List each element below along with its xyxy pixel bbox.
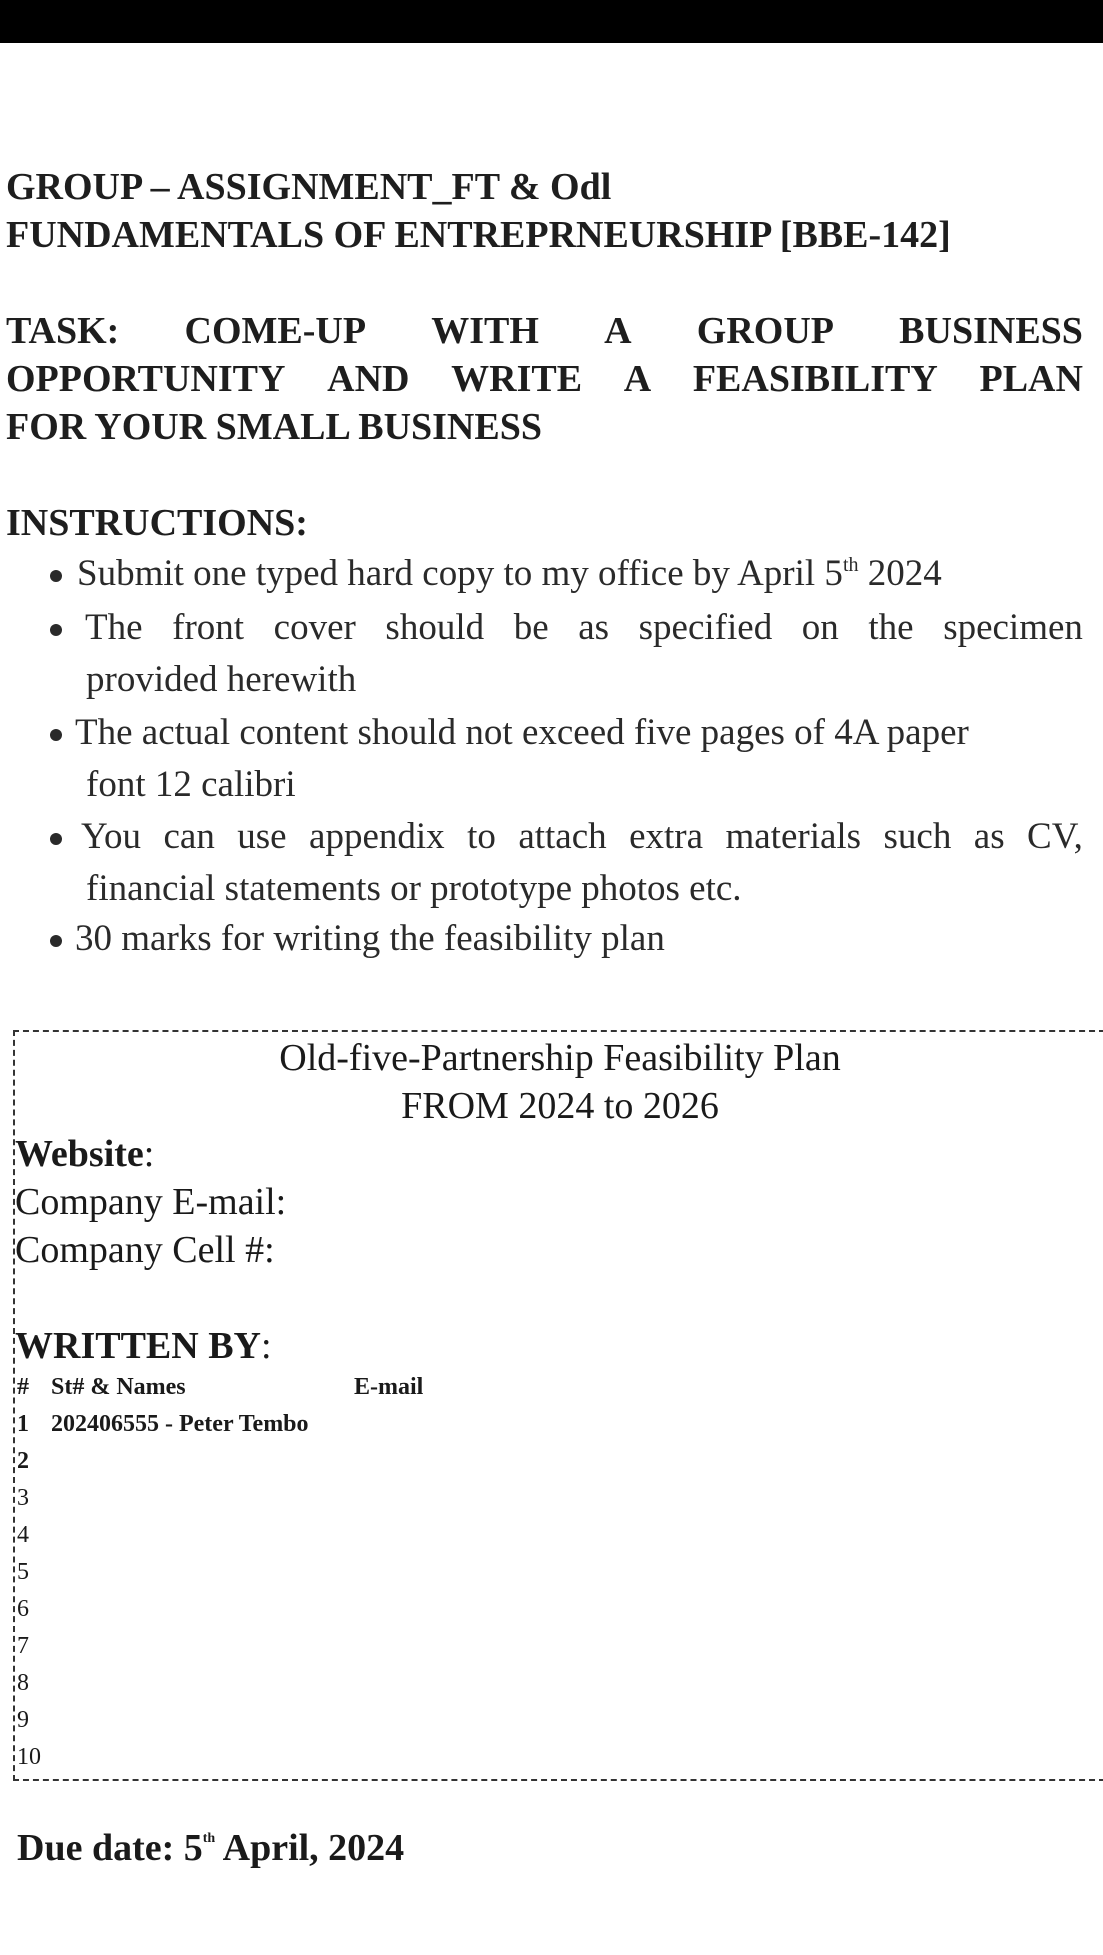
task-word: GROUP: [696, 310, 834, 352]
plan-title: Old-five-Partnership Feasibility Plan: [279, 1037, 841, 1079]
task-word: BUSINESS: [899, 310, 1083, 352]
front-cover-specimen-box: [13, 1030, 1103, 1781]
task-word: COME-UP: [184, 310, 367, 352]
table-row: 5: [17, 1559, 29, 1585]
task-word: A: [623, 358, 652, 400]
instruction-text-cont: provided herewith: [86, 659, 357, 700]
task-word: OPPORTUNITY: [6, 358, 286, 400]
table-row: 3: [17, 1485, 29, 1511]
instructions-heading: INSTRUCTIONS:: [6, 502, 308, 544]
company-email-label: Company E-mail:: [15, 1181, 287, 1223]
due-date: Due date: 5th April, 2024: [17, 1827, 405, 1869]
top-black-bar: [0, 0, 1103, 43]
table-row: 6: [17, 1596, 29, 1622]
task-statement: [6, 307, 1083, 451]
assignment-title: GROUP – ASSIGNMENT_FT & Odl: [6, 166, 612, 208]
task-line-2: [6, 355, 1083, 403]
instruction-text: The actual content should not exceed five pages of 4A paper: [75, 712, 969, 753]
task-word: TASK:: [6, 310, 120, 352]
plan-period: FROM 2024 to 2026: [401, 1085, 719, 1127]
table-row: 4: [17, 1522, 29, 1548]
table-row: 9: [17, 1707, 29, 1733]
table-row: 7: [17, 1633, 29, 1659]
instruction-item-1: [48, 548, 1083, 600]
table-row: 10: [17, 1744, 41, 1770]
instruction-text: Submit one typed hard copy to my office by April 5th 2024: [77, 553, 942, 594]
instruction-item-5: [48, 913, 1083, 965]
instruction-text-cont: financial statements or prototype photos etc.: [86, 868, 742, 909]
task-word: FEASIBILITY: [692, 358, 938, 400]
table-row: 2: [17, 1448, 29, 1474]
instruction-text-cont: font 12 calibri: [86, 764, 296, 805]
members-table-header: [17, 1372, 424, 1402]
task-word: A: [604, 310, 632, 352]
task-word: WITH: [431, 310, 539, 352]
task-line-3: FOR YOUR SMALL BUSINESS: [6, 406, 542, 448]
company-cell-label: Company Cell #:: [15, 1229, 275, 1271]
instruction-item-4: [48, 811, 1083, 915]
written-by-label: WRITTEN BY:: [15, 1325, 272, 1367]
col-num: #: [17, 1374, 29, 1400]
website-label: Website:: [15, 1133, 155, 1175]
instruction-text: The front cover should be as specified on the specimen: [85, 607, 1083, 648]
col-email: E-mail: [354, 1374, 424, 1400]
instruction-item-2: [48, 602, 1083, 706]
table-row: 8: [17, 1670, 29, 1696]
task-word: WRITE: [451, 358, 583, 400]
instruction-text: You can use appendix to attach extra materials such as CV,: [81, 816, 1083, 857]
instruction-item-3: [48, 707, 1083, 811]
task-line-1: [6, 307, 1083, 355]
instruction-text: 30 marks for writing the feasibility plan: [75, 918, 665, 959]
task-word: AND: [327, 358, 410, 400]
table-row: 1 202406555 - Peter Tembo: [17, 1411, 309, 1437]
course-title: FUNDAMENTALS OF ENTREPRNEURSHIP [BBE-142]: [6, 214, 951, 256]
col-names: St# & Names: [51, 1374, 186, 1400]
task-word: PLAN: [979, 358, 1083, 400]
